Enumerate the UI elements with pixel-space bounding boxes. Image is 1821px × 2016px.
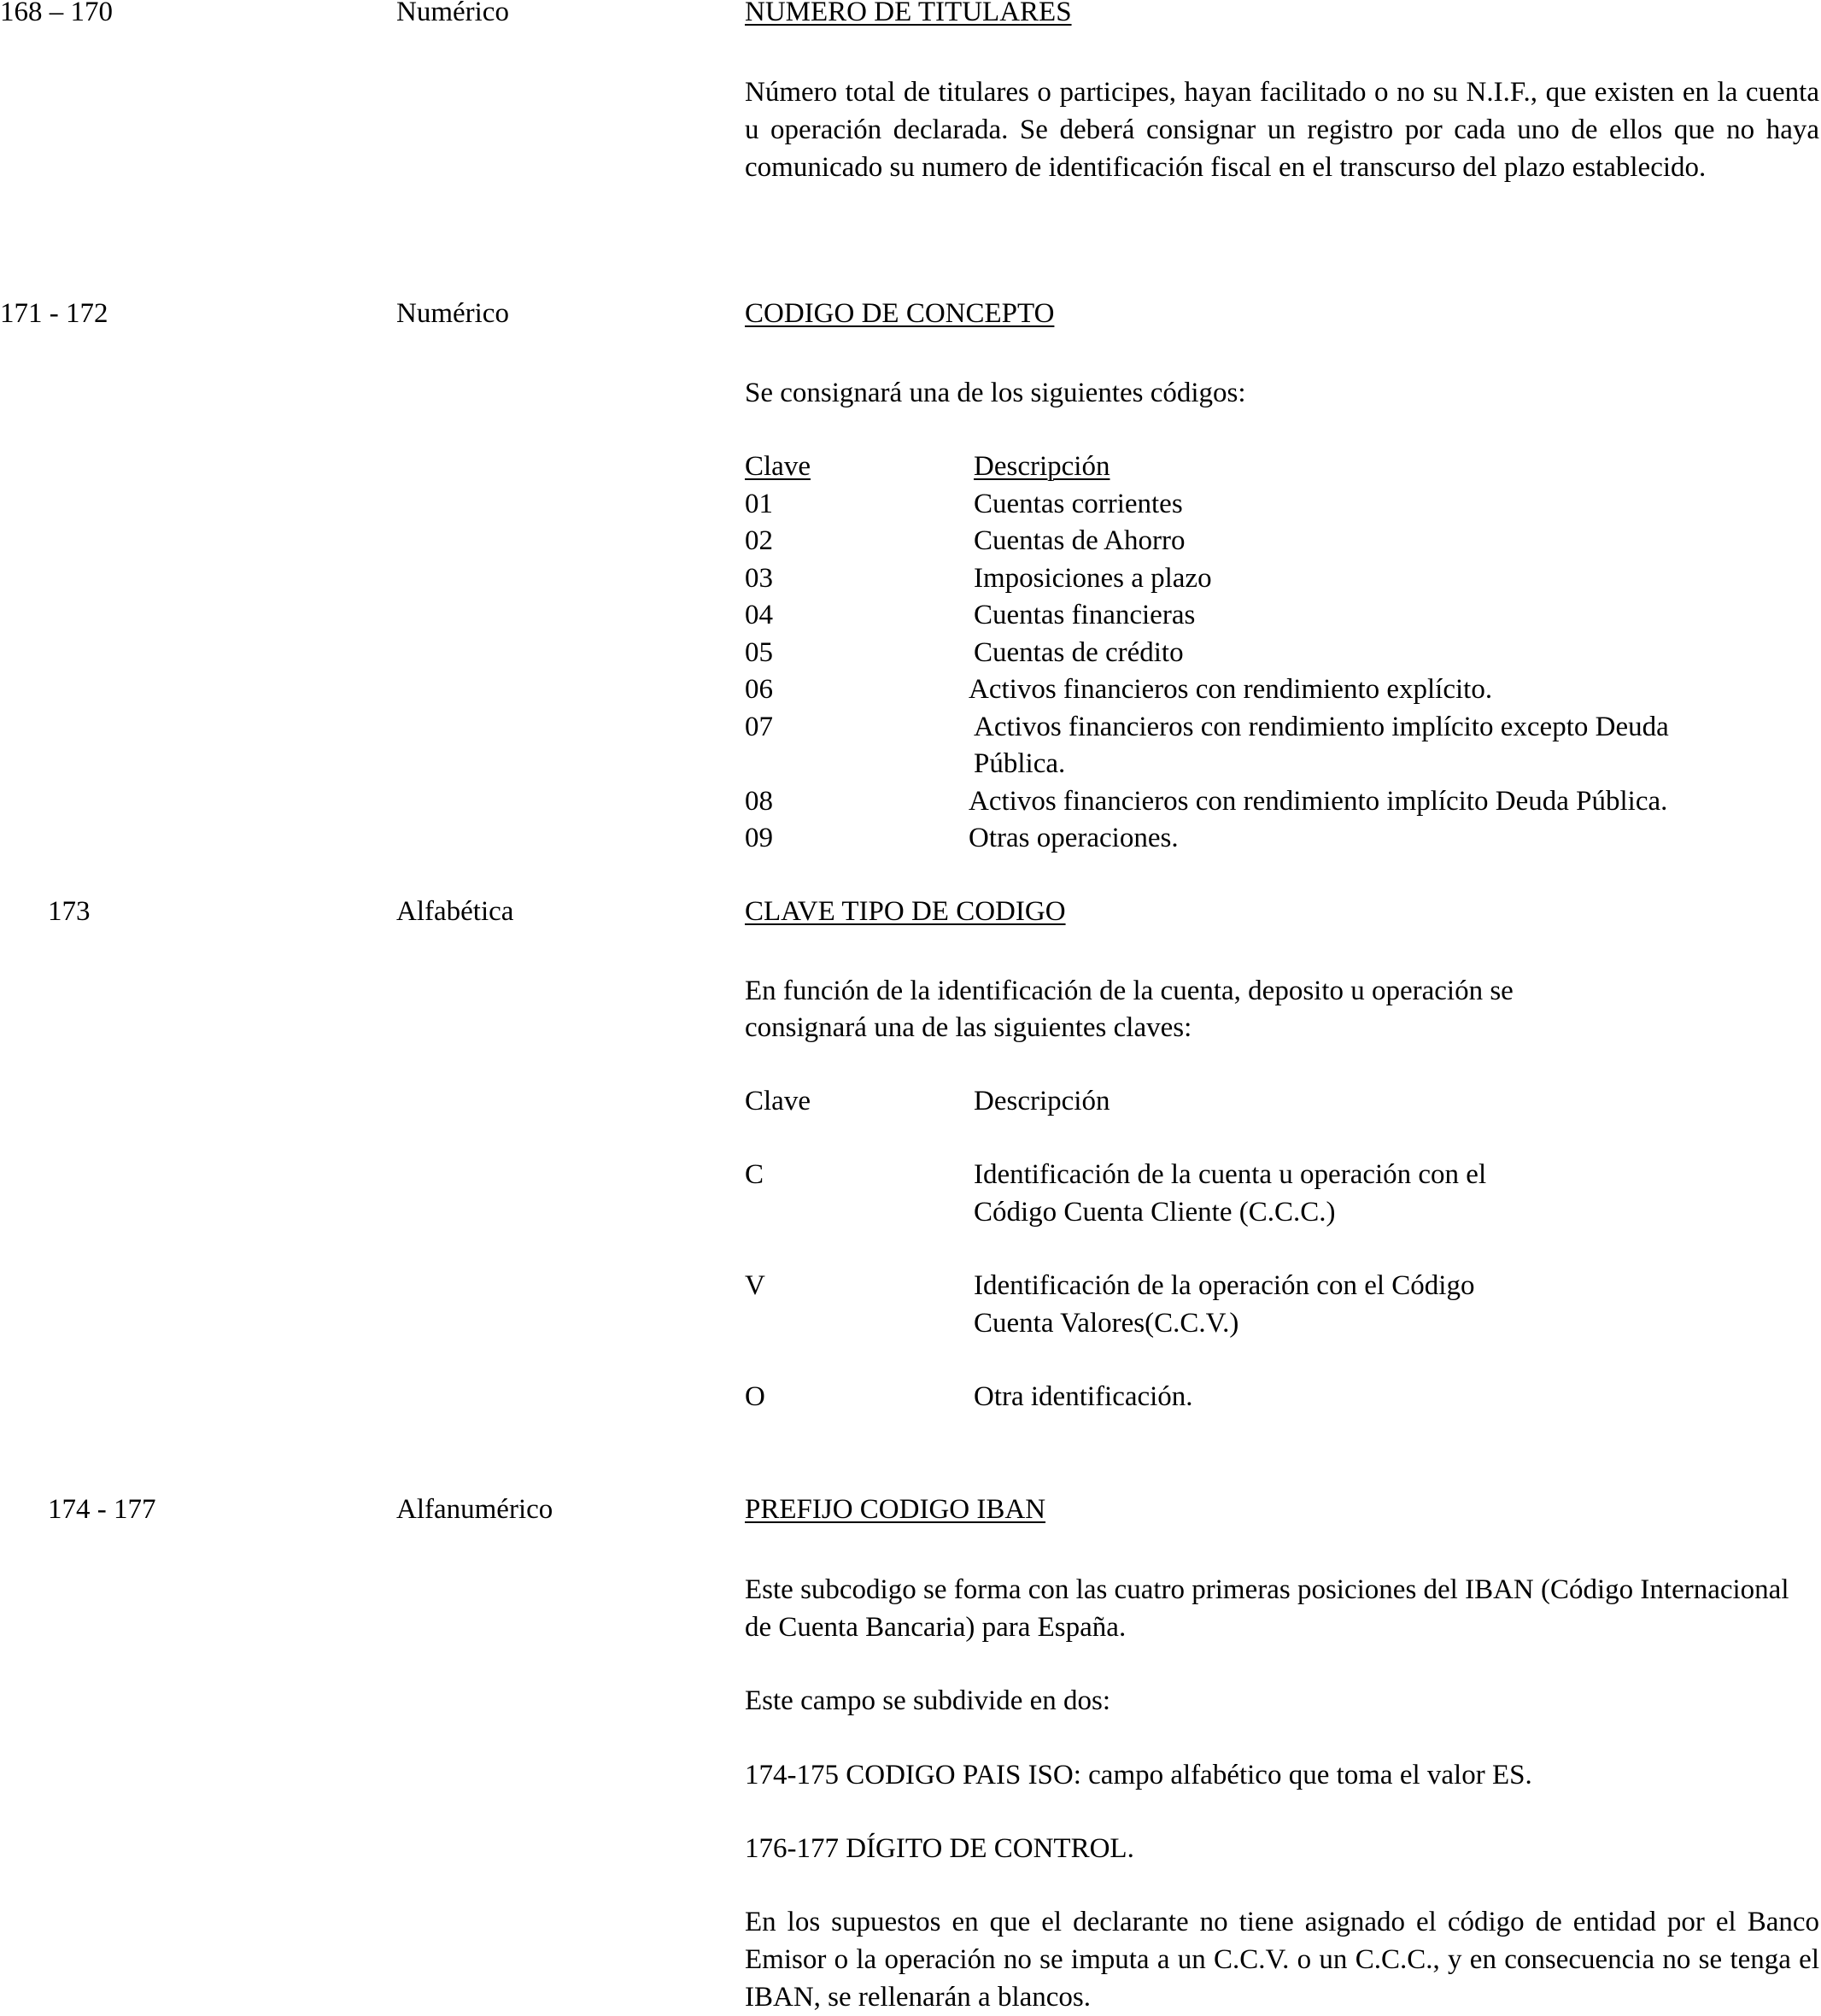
field-position: 173 (48, 896, 91, 927)
table-row-key: 04 (745, 600, 773, 630)
table-row-desc: Cuentas financieras (974, 600, 1196, 630)
field-type: Numérico (396, 0, 509, 27)
table-row-key: 09 (745, 823, 773, 853)
section-intro: consignará una de las siguientes claves: (745, 1012, 1192, 1043)
table-header-key: Clave (745, 451, 811, 482)
table-row-key: 07 (745, 712, 773, 742)
table-row-key: 02 (745, 525, 773, 556)
section-paragraph: En los supuestos en que el declarante no tiene asignado el código de entidad por el Banco Emisor o la operación no se imputa a un C.C.V. o un C.C.C., y en consecuencia no se tenga el IBAN, se rellenarán a blancos. (745, 1907, 1819, 2013)
table-header-key: Clave (745, 1086, 811, 1116)
section-paragraph: Este subcodigo se forma con las cuatro primeras posiciones del IBAN (Código Internacional de Cuenta Bancaria) para España. (745, 1574, 1789, 1643)
section-paragraph: 174-175 CODIGO PAIS ISO: campo alfabético que toma el valor ES. (745, 1760, 1532, 1790)
section-paragraph: Este campo se subdivide en dos: (745, 1685, 1111, 1716)
table-row-desc: Cuentas de Ahorro (974, 525, 1186, 556)
field-type: Numérico (396, 298, 509, 329)
table-row-key: 05 (745, 637, 773, 668)
field-position: 168 – 170 (0, 0, 113, 27)
table-row-key: V (745, 1270, 765, 1301)
table-row-desc: Cuentas corrientes (974, 489, 1183, 519)
table-row-desc: Otra identificación. (974, 1381, 1193, 1412)
table-header-desc: Descripción (974, 451, 1110, 482)
field-type: Alfanumérico (396, 1494, 553, 1525)
table-row-desc: Otras operaciones. (969, 823, 1179, 853)
table-row-desc: Activos financieros con rendimiento explícito. (969, 674, 1493, 705)
section-paragraph: 176-177 DÍGITO DE CONTROL. (745, 1833, 1134, 1864)
table-row-key: 03 (745, 563, 773, 594)
table-row-desc-continued: Código Cuenta Cliente (C.C.C.) (974, 1197, 1336, 1228)
section-heading: CLAVE TIPO DE CODIGO (745, 896, 1066, 927)
table-row-desc: Activos financieros con rendimiento implícito excepto Deuda (974, 712, 1669, 742)
field-position: 174 - 177 (48, 1494, 156, 1525)
table-header-desc: Descripción (974, 1086, 1110, 1116)
section-heading: CODIGO DE CONCEPTO (745, 298, 1055, 329)
table-row-key: O (745, 1381, 765, 1412)
field-position: 171 - 172 (0, 298, 108, 329)
section-paragraph: Número total de titulares o participes, hayan facilitado o no su N.I.F., que existen en la cuenta u operación declarada. Se deberá consignar un registro por cada uno de ellos que no haya comunicado su numero de identificación fiscal en el transcurso del plazo establecido. (745, 77, 1819, 183)
table-row-desc: Cuentas de crédito (974, 637, 1184, 668)
table-row-key: 08 (745, 786, 773, 817)
table-row-desc-continued: Pública. (974, 748, 1066, 779)
table-row-key: C (745, 1159, 764, 1190)
section-intro: En función de la identificación de la cuenta, deposito u operación se (745, 976, 1514, 1006)
table-row-desc: Identificación de la operación con el Código (974, 1270, 1475, 1301)
table-row-desc: Activos financieros con rendimiento implícito Deuda Pública. (969, 786, 1668, 817)
table-row-key: 06 (745, 674, 773, 705)
table-row-desc: Identificación de la cuenta u operación con el (974, 1159, 1487, 1190)
table-row-desc: Imposiciones a plazo (974, 563, 1212, 594)
section-heading: NUMERO DE TITULARES (745, 0, 1072, 27)
section-heading: PREFIJO CODIGO IBAN (745, 1494, 1046, 1525)
table-row-desc-continued: Cuenta Valores(C.C.V.) (974, 1308, 1239, 1339)
field-type: Alfabética (396, 896, 514, 927)
section-intro: Se consignará una de los siguientes códigos: (745, 378, 1246, 408)
table-row-key: 01 (745, 489, 773, 519)
